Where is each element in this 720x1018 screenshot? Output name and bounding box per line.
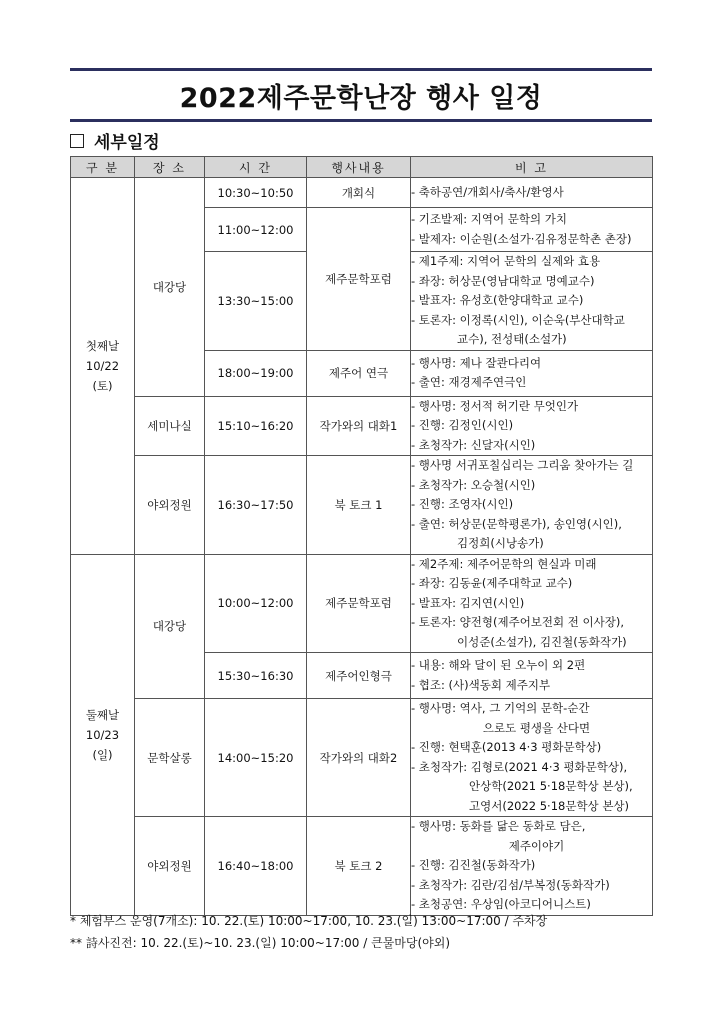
checkbox-square-icon [70,134,84,148]
note-line: - 행사명: 정서적 허기란 무엇인가 [411,398,579,413]
note-line: - 좌장: 김동윤(제주대학교 교수) [411,576,573,590]
event-cell: 제주문학포럼 [307,208,411,351]
note-line: 이성준(소설가), 김진철(동화작가) [457,634,627,649]
note-line: - 출연: 허상문(문학평론가), 송인영(시인), [411,516,622,531]
note-line: - 진행: 김진철(동화작가) [411,858,536,872]
time-cell: 15:10~16:20 [205,396,307,456]
day-date: 10/22 [85,358,120,373]
day-cell-2 [71,554,135,915]
event-cell: 제주문학포럼 [307,554,411,653]
table-header-row [71,157,653,178]
notes-cell [411,208,653,252]
notes-cell [411,699,653,817]
note-line: - 토론자: 이정록(시인), 이순욱(부산대학교 [411,312,625,327]
header-place: 장 소 [135,157,205,178]
note-line: - 행사명: 제나 잘콴다리여 [411,355,542,370]
notes-cell [411,350,653,396]
day-label: 둘째날 [85,707,120,722]
event-cell: 제주어 연극 [307,350,411,396]
title-banner [70,68,652,122]
event-cell: 작가와의 대화1 [307,396,411,456]
header-category: 구 분 [71,157,135,178]
day-date: 10/23 [85,727,120,742]
header-event: 행사내용 [307,157,411,178]
time-cell: 15:30~16:30 [205,653,307,699]
note-line: - 진행: 조영자(시인) [411,497,514,511]
footnote-photo-exhibit: ** 詩사진전: 10. 22.(토)~10. 23.(일) 10:00~17:00 / 큰물마당(야외) [70,936,450,950]
note-line: - 제1주제: 지역어 문학의 실제와 효용 [411,254,601,268]
note-line: - 행사명: 역사, 그 기억의 문학-순간 [411,701,590,715]
note-line: - 좌장: 허상문(영남대학교 명예교수) [411,273,595,288]
note-line: - 발표자: 김지연(시인) [411,595,525,610]
note-line: - 초청작가: 김란/김섬/부복정(동화작가) [411,877,610,892]
notes-cell [411,252,653,351]
note-line: - 제2주제: 제주어문학의 현실과 미래 [411,556,597,571]
note-line: - 축하공연/개회사/축사/환영사 [411,184,564,199]
notes-cell [411,178,653,208]
table-row [71,178,653,208]
table-row [71,456,653,555]
table-row [71,396,653,456]
place-cell: 야외정원 [135,817,205,916]
note-line: - 진행: 김정인(시인) [411,418,514,432]
note-line: 안상학(2021 5·18문학상 본상), [469,779,633,793]
place-cell: 대강당 [135,554,205,699]
time-cell: 18:00~19:00 [205,350,307,396]
place-cell: 야외정원 [135,456,205,555]
time-cell: 10:00~12:00 [205,554,307,653]
day-weekday: (일) [92,747,113,762]
time-cell: 13:30~15:00 [205,252,307,351]
note-line: - 초청작가: 신달자(시인) [411,437,536,452]
note-line: 으로도 평생을 산다면 [482,720,591,735]
note-line: - 기조발제: 지역어 문학의 가치 [411,212,567,226]
event-cell: 북 토크 1 [307,456,411,555]
note-line: 교수), 전성태(소설가) [457,332,567,346]
notes-cell [411,817,653,916]
page-title: 2022제주문학난장 행사 일정 [179,82,543,114]
note-line: - 출연: 재경제주연극인 [411,375,527,389]
place-cell: 문학살롱 [135,699,205,817]
time-cell: 14:00~15:20 [205,699,307,817]
note-line: - 토론자: 양전형(제주어보전회 전 이사장), [411,615,625,629]
event-cell: 제주어인형극 [307,653,411,699]
note-line: - 내용: 해와 달이 된 오누이 외 2편 [411,658,586,672]
note-line: - 협조: (사)색동회 제주지부 [411,677,551,692]
header-time: 시 간 [205,157,307,178]
event-cell: 작가와의 대화2 [307,699,411,817]
notes-cell [411,554,653,653]
table-row [71,699,653,817]
note-line: - 발표자: 유성호(한양대학교 교수) [411,293,584,307]
schedule-table [70,156,653,916]
section-label: 세부일정 [94,133,160,153]
day-weekday: (토) [92,378,113,393]
note-line: - 행사명 서귀포칠십리는 그리움 찾아가는 길 [411,458,634,472]
table-row [71,817,653,916]
section-heading [70,128,160,153]
note-line: - 초청작가: 오승철(시인) [411,477,536,492]
note-line: - 발제자: 이순원(소설가·김유정문학촌 촌장) [411,231,632,246]
note-line: 김정희(시낭송가) [457,536,544,550]
header-notes: 비 고 [411,157,653,178]
time-cell: 11:00~12:00 [205,208,307,252]
place-cell: 대강당 [135,178,205,397]
note-line: 고영서(2022 5·18문학상 본상) [469,798,630,813]
note-line: - 행사명: 동화를 닮은 동화로 담은, [411,819,586,833]
event-cell: 개회식 [307,178,411,208]
day-cell-1 [71,178,135,555]
notes-cell [411,456,653,555]
day-label: 첫째날 [85,338,120,353]
note-line: 제주이야기 [508,838,565,853]
place-cell: 세미나실 [135,396,205,456]
table-row [71,554,653,653]
time-cell: 16:40~18:00 [205,817,307,916]
notes-cell [411,396,653,456]
note-line: - 초청공연: 우상임(아코디어니스트) [411,897,591,911]
notes-cell [411,653,653,699]
footnotes [70,910,547,954]
note-line: - 진행: 현택훈(2013 4·3 평화문학상) [411,740,602,754]
note-line: - 초청작가: 김형로(2021 4·3 평화문학상), [411,759,628,774]
time-cell: 10:30~10:50 [205,178,307,208]
event-cell: 북 토크 2 [307,817,411,916]
time-cell: 16:30~17:50 [205,456,307,555]
footnote-booth: * 체험부스 운영(7개소): 10. 22.(토) 10:00~17:00, 10. 23.(일) 13:00~17:00 / 주차장 [70,914,548,928]
